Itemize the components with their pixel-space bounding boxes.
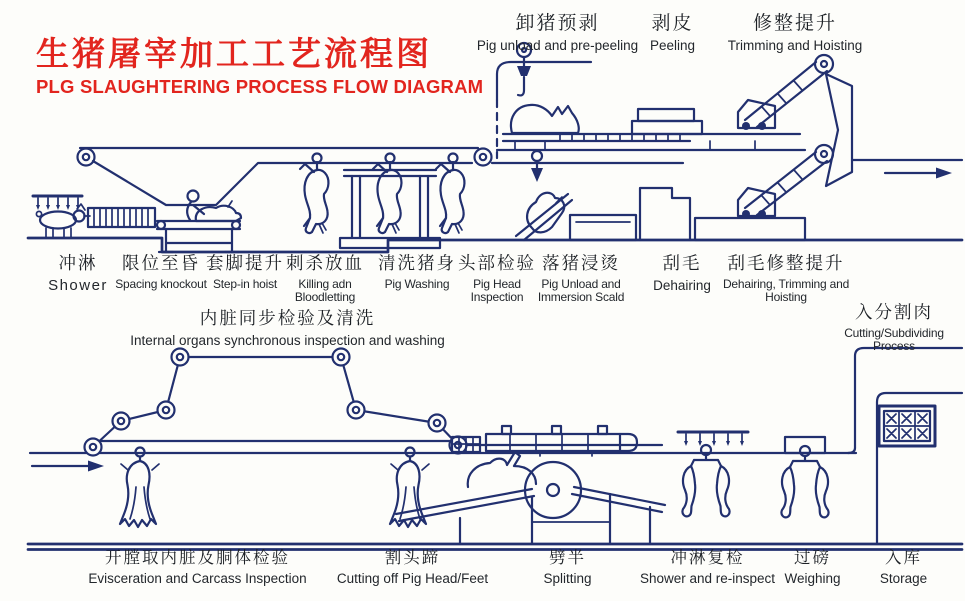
station-label-zh: 刺杀放血 xyxy=(286,253,364,273)
station-label-en: Cutting off Pig Head/Feet xyxy=(336,571,489,587)
station-pig-unload-pre-peeling xyxy=(470,13,645,53)
head-inspection-hook-icon xyxy=(531,151,543,182)
shower-station-figure xyxy=(33,196,90,238)
station-organs-inspection xyxy=(130,309,445,348)
station-label-zh: 限位至昏 xyxy=(122,253,200,273)
station-cutting-head-feet xyxy=(330,549,495,587)
station-label-en: Internal organs synchronous inspection and washing xyxy=(130,332,445,348)
station-label-en: Weighing xyxy=(784,571,841,587)
station-label-en: Dehairing, Trimming and Hoisting xyxy=(722,276,850,305)
station-label-en: Cutting/Subdividing Process xyxy=(844,325,944,354)
station-label-en: Spacing knockout xyxy=(115,276,207,291)
station-dehairing-trimming-hoisting xyxy=(722,254,850,304)
reinspect-shower-figure xyxy=(678,432,748,516)
station-label-en: Killing adn Bloodletting xyxy=(294,276,356,305)
station-cutting-subdividing xyxy=(823,303,965,353)
weighing-scale-figure xyxy=(781,437,828,517)
station-label-zh: 入分割肉 xyxy=(855,302,933,322)
station-spacing-knockout xyxy=(111,254,211,291)
station-label-zh: 开膛取内脏及胴体检验 xyxy=(105,549,290,567)
station-evisceration xyxy=(80,549,315,587)
page-title xyxy=(36,36,483,98)
overhead-chain-conveyor-figure xyxy=(452,426,637,456)
station-label-en: Evisceration and Carcass Inspection xyxy=(88,571,307,587)
title-chinese: 生猪屠宰加工工艺流程图 xyxy=(36,35,432,72)
washing-cabinet-figure xyxy=(340,154,440,249)
station-label-zh: 落猪浸烫 xyxy=(542,253,620,273)
hanging-pig-figure xyxy=(436,154,464,234)
station-label-en: Step-in hoist xyxy=(212,276,278,291)
station-label-en: Peeling xyxy=(649,38,696,54)
station-label-en: Pig Head Inspection xyxy=(470,276,524,305)
station-dehairing xyxy=(648,254,716,293)
station-label-en: Dehairing xyxy=(653,277,711,293)
station-shower xyxy=(45,254,111,294)
splitting-saw-figure xyxy=(396,452,665,544)
station-label-zh: 头部检验 xyxy=(458,253,536,273)
station-storage xyxy=(866,549,941,587)
evisceration-carcass-figure xyxy=(120,448,159,528)
knockout-pen-figure xyxy=(88,208,155,227)
station-label-zh: 刮毛修整提升 xyxy=(727,253,845,273)
station-step-in-hoist xyxy=(203,254,287,291)
station-label-zh: 剥皮 xyxy=(651,13,694,34)
entry-arrow-icon xyxy=(32,461,104,472)
station-pig-washing xyxy=(372,254,462,291)
station-shower-reinspect xyxy=(630,549,785,587)
station-label-zh: 过磅 xyxy=(794,549,831,567)
station-label-zh: 清洗猪身 xyxy=(378,253,456,273)
floor-line-1 xyxy=(28,238,962,252)
station-label-zh: 冲淋 xyxy=(58,253,98,273)
station-label-zh: 修整提升 xyxy=(752,13,837,34)
trimming-hoist-upper-figure xyxy=(738,55,833,130)
station-label-en: Shower and re-inspect xyxy=(639,571,776,587)
station-label-zh: 卸猪预剥 xyxy=(515,13,600,34)
station-head-inspection xyxy=(455,254,539,304)
trimming-hoist-lower-figure xyxy=(695,145,833,240)
station-label-zh: 劈半 xyxy=(549,549,586,567)
station-peeling xyxy=(630,13,715,53)
station-killing-bloodletting xyxy=(282,254,368,304)
station-label-zh: 套脚提升 xyxy=(206,253,284,273)
station-label-zh: 冲淋复检 xyxy=(670,549,745,567)
scald-tank-figure xyxy=(516,193,636,240)
station-trimming-hoisting xyxy=(715,13,875,53)
hanging-pig-figure xyxy=(300,154,328,234)
title-english: PLG SLAUGHTERING PROCESS FLOW DIAGRAM xyxy=(36,76,484,98)
station-label-zh: 割头蹄 xyxy=(384,549,441,567)
station-label-zh: 刮毛 xyxy=(662,253,702,273)
discharge-chute-figure xyxy=(826,74,962,186)
station-immersion-scald xyxy=(532,254,630,304)
station-label-en: Storage xyxy=(879,571,928,587)
station-label-en: Pig unload and pre-peeling xyxy=(476,38,639,54)
station-label-en: Trimming and Hoisting xyxy=(727,38,863,54)
organs-inspection-conveyor-figure xyxy=(30,349,856,456)
station-label-en: Pig Washing xyxy=(384,276,450,291)
station-label-en: Splitting xyxy=(543,571,592,587)
station-label-en: Pig Unload and Immersion Scald xyxy=(537,276,625,305)
station-label-zh: 内脏同步检验及清洗 xyxy=(199,308,376,328)
storage-room-figure xyxy=(848,348,962,544)
step-in-hoist-figure xyxy=(157,191,241,253)
station-weighing xyxy=(775,549,850,587)
station-splitting xyxy=(525,549,610,587)
station-label-zh: 入库 xyxy=(885,549,922,567)
station-label-en: Shower xyxy=(48,276,108,294)
dehairing-machine-figure xyxy=(640,188,690,240)
